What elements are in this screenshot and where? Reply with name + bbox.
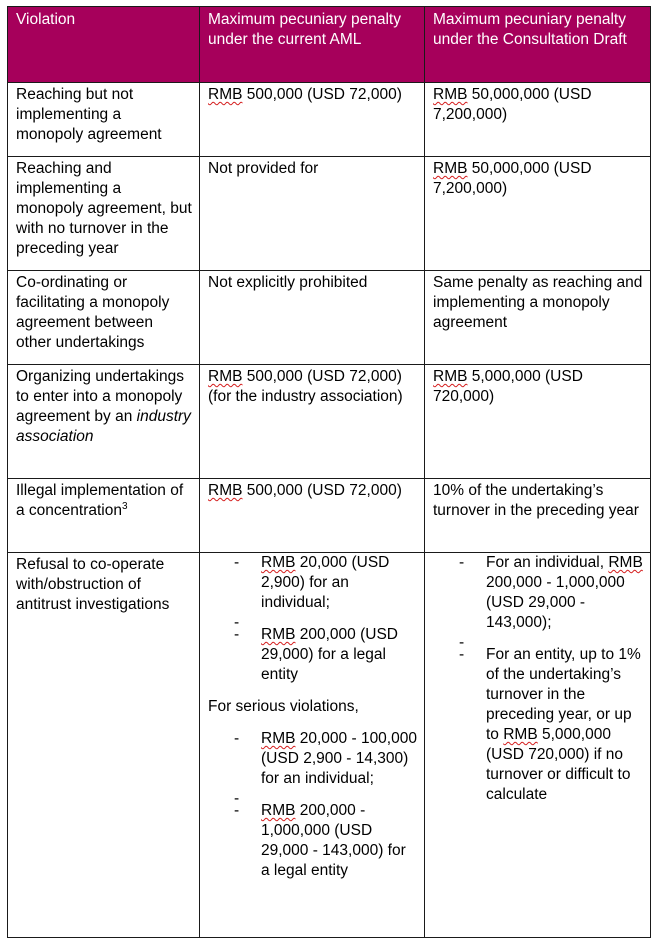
list-item [433,645,643,805]
penalty-text: For an individual, [486,554,609,571]
draft-penalty-list [433,553,643,805]
rmb-term: RMB [261,802,296,819]
violation-text: Organizing undertakings to enter into a monopoly agreement by an [16,368,185,425]
penalty-text: 500,000 (USD 72,000) [242,86,402,103]
current-aml-cell: Not provided for [200,157,425,271]
serious-violations-label: For serious violations, [208,698,359,715]
header-violation: Violation [8,7,200,83]
table-row [8,479,651,553]
rmb-term: RMB [261,730,296,747]
footnote-marker: 3 [122,500,128,512]
penalty-text: 200,000 - 1,000,000 (USD 29,000 - 143,000); [486,574,625,631]
violation-cell: Refusal to co-operate with/obstruction of antitrust investigations [8,553,200,938]
penalty-text: 5,000,000 (USD 720,000) [433,368,583,405]
rmb-term: RMB [433,368,468,385]
penalty-text: 200,000 (USD 29,000) for a legal entity [261,626,398,683]
spacer [208,685,417,697]
penalty-text: 500,000 (USD 72,000) [242,482,402,499]
draft-cell: 10% of the undertaking’s turnover in the preceding year [425,479,651,553]
rmb-term: RMB [208,368,243,385]
penalty-text: 5,000,000 (USD 720,000) if no turnover or difficult to calculate [486,726,631,803]
header-consultation-draft: Maximum pecuniary penalty under the Consultation Draft [425,7,651,83]
current-aml-cell [200,479,425,553]
penalty-comparison-table [7,6,651,938]
spacer [208,717,417,729]
list-item [208,729,417,789]
rmb-term: RMB [261,626,296,643]
draft-cell [425,553,651,938]
penalty-text: 200,000 - 1,000,000 (USD 29,000 - 143,000) for a legal entity [261,802,406,879]
draft-cell [425,365,651,479]
current-aml-cell [200,553,425,938]
draft-cell [425,83,651,157]
serious-penalty-list [208,729,417,881]
rmb-term: RMB [433,86,468,103]
table-row [8,83,651,157]
list-item [208,625,417,685]
current-aml-cell [200,365,425,479]
penalty-text: For an entity, up to 1% of the undertaking’s turnover in the preceding year, or up to [486,646,641,743]
violation-cell [8,479,200,553]
penalty-list [208,553,417,685]
current-aml-cell [200,83,425,157]
draft-cell [425,157,651,271]
list-spacer [208,613,417,625]
table-row [8,271,651,365]
list-spacer [433,633,643,645]
violation-cell: Co-ordinating or facilitating a monopoly agreement between other undertakings [8,271,200,365]
rmb-term: RMB [208,482,243,499]
draft-cell: Same penalty as reaching and implementing a monopoly agreement [425,271,651,365]
list-item [433,553,643,633]
header-current-aml: Maximum pecuniary penalty under the current AML [200,7,425,83]
table-row [8,553,651,938]
violation-cell: Reaching but not implementing a monopoly agreement [8,83,200,157]
penalty-text: 500,000 (USD 72,000) (for the industry association) [208,368,403,405]
list-item [208,553,417,613]
violation-cell: Reaching and implementing a monopoly agreement, but with no turnover in the preceding year [8,157,200,271]
rmb-term: RMB [608,554,643,571]
rmb-term: RMB [503,726,538,743]
rmb-term: RMB [261,554,296,571]
current-aml-cell: Not explicitly prohibited [200,271,425,365]
penalty-text: 20,000 - 100,000 (USD 2,900 - 14,300) for an individual; [261,730,417,787]
table-row [8,365,651,479]
violation-text: Illegal implementation of a concentration [16,482,184,519]
violation-emphasis: industry association [16,408,191,445]
penalty-text: 50,000,000 (USD 7,200,000) [433,86,592,123]
header-row [8,7,651,83]
rmb-term: RMB [208,86,243,103]
violation-cell [8,365,200,479]
penalty-text: 50,000,000 (USD 7,200,000) [433,160,592,197]
list-spacer [208,789,417,801]
rmb-term: RMB [433,160,468,177]
table-row [8,157,651,271]
list-item [208,801,417,881]
penalty-text: 20,000 (USD 2,900) for an individual; [261,554,390,611]
